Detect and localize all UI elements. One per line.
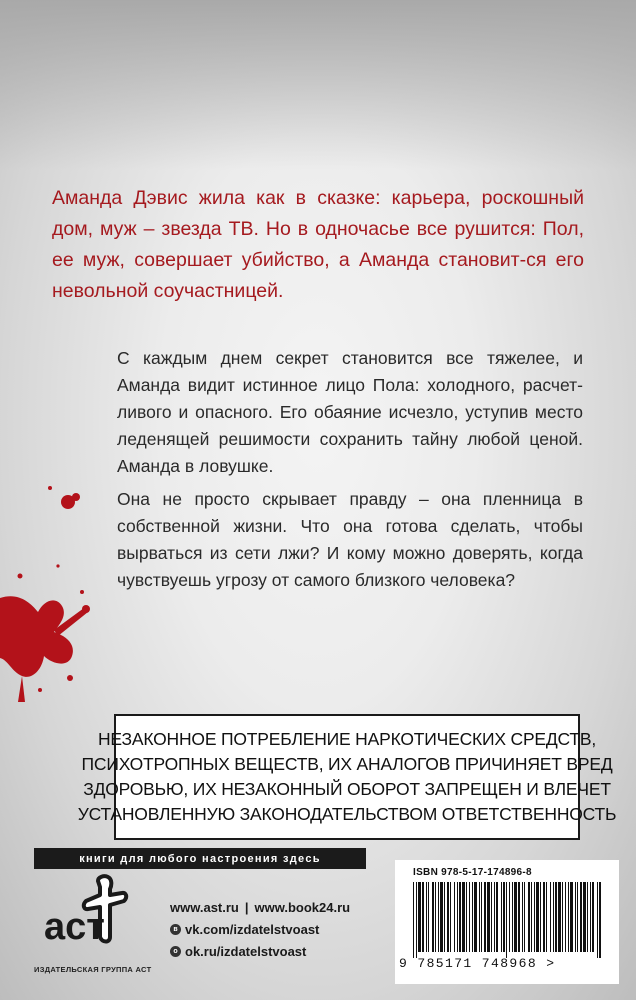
barcode-stripe (555, 882, 557, 952)
barcode-stripe (487, 882, 490, 952)
barcode-stripe (524, 882, 525, 952)
barcode-stripe (583, 882, 586, 952)
barcode-bars (405, 882, 609, 958)
slogan-bar (34, 848, 366, 869)
ok-link[interactable]: ok.ru/izdatelstvoast (185, 943, 307, 959)
barcode-stripe (531, 882, 532, 952)
barcode-stripe (558, 882, 561, 952)
barcode-stripe (587, 882, 588, 952)
barcode-stripe (418, 882, 421, 952)
barcode-stripe (553, 882, 554, 952)
barcode-stripe (568, 882, 569, 952)
barcode-stripe (494, 882, 495, 952)
blood-splatter-graphic (0, 480, 120, 710)
barcode-stripe (457, 882, 458, 952)
barcode-stripe (432, 882, 434, 952)
barcode-stripe (565, 882, 566, 952)
blurb-paragraph-1: С каждым днем секрет становится все тяжелее, и Аманда видит истинное лицо Пола: холодного, расчет-ливого и опасного. Его обаяние исчезло, уступив место леденящей решимости сохранить тайну любой ценой. Аманда в ловушке. (117, 348, 583, 476)
barcode-stripe (501, 882, 502, 952)
barcode-stripe (562, 882, 563, 952)
ean-digits: 9 785171 748968 > (399, 956, 556, 971)
warning-line-3: ЗДОРОВЬЮ, ИХ НЕЗАКОННЫЙ ОБОРОТ ЗАПРЕЩЕН И ВЛЕЧЕТ (83, 779, 611, 799)
barcode-stripe (447, 882, 449, 952)
barcode-stripe (413, 882, 414, 958)
barcode-stripe (426, 882, 427, 952)
blurb-paragraph-2: Она не просто скрывает правду – она пленница в собственной жизни. Что она готова сделать, чтобы вырваться из сети лжи? И кому можно доверять, когда чувствуешь угрозу от самого близкого человека? (117, 489, 583, 590)
barcode-stripe (590, 882, 591, 952)
warning-line-2: ПСИХОТРОПНЫХ ВЕЩЕСТВ, ИХ АНАЛОГОВ ПРИЧИНЯЕТ ВРЕД (81, 754, 613, 774)
website-link-book24[interactable]: www.book24.ru (254, 899, 351, 915)
vk-icon: в (170, 924, 181, 935)
barcode-stripe (479, 882, 480, 952)
website-link-ast[interactable]: www.ast.ru (170, 899, 239, 915)
barcode-stripe (462, 882, 465, 952)
barcode-stripe (575, 882, 576, 952)
logo-text: аст (44, 906, 105, 948)
barcode-stripe (450, 882, 451, 952)
barcode-stripe (580, 882, 582, 952)
barcode-stripe (597, 882, 598, 958)
barcode-stripe (435, 882, 436, 952)
warning-line-1: НЕЗАКОННОЕ ПОТРЕБЛЕНИЕ НАРКОТИЧЕСКИХ СРЕДСТВ, (97, 729, 597, 749)
barcode-stripe (546, 882, 547, 952)
barcode-stripe (570, 882, 573, 952)
vk-row (170, 918, 350, 940)
barcode-panel (395, 860, 619, 984)
publisher-name: ИЗДАТЕЛЬСКАЯ ГРУППА АСТ (34, 965, 152, 974)
slogan-text: книги для любого настроения здесь (79, 852, 321, 865)
barcode-stripe (466, 882, 467, 952)
link-separator: | (244, 899, 249, 915)
barcode-stripe (474, 882, 477, 952)
website-row (170, 896, 350, 918)
barcode-stripe (512, 882, 513, 952)
drug-warning-box (77, 714, 617, 840)
ast-logo (40, 873, 140, 963)
barcode-stripe (491, 882, 492, 952)
vk-link[interactable]: vk.com/izdatelstvoast (185, 921, 320, 937)
barcode-stripe (509, 882, 510, 952)
barcode-stripe (481, 882, 482, 952)
barcode-stripe (522, 882, 523, 952)
barcode-stripe (534, 882, 535, 952)
barcode-stripe (540, 882, 541, 952)
ok-row (170, 940, 350, 962)
barcode-stripe (484, 882, 486, 952)
isbn-text: ISBN 978-5-17-174896-8 (413, 867, 532, 878)
publisher-links (170, 896, 350, 962)
warning-line-4: УСТАНОВЛЕННУЮ ЗАКОНОДАТЕЛЬСТВОМ ОТВЕТСТВЕННОСТЬ (77, 804, 617, 824)
barcode-stripe (422, 882, 424, 952)
top-shading (0, 0, 636, 170)
barcode-stripe (416, 882, 417, 958)
barcode-stripe (440, 882, 443, 952)
barcode-stripe (444, 882, 445, 952)
barcode-stripe (496, 882, 498, 952)
barcode-stripe (528, 882, 530, 952)
barcode-stripe (577, 882, 578, 952)
barcode-stripe (536, 882, 539, 952)
barcode-stripe (543, 882, 545, 952)
barcode-stripe (438, 882, 439, 952)
barcode-stripe (454, 882, 455, 952)
ok-icon: о (170, 946, 181, 957)
barcode-stripe (469, 882, 470, 952)
barcode-stripe (592, 882, 594, 952)
barcode-stripe (459, 882, 461, 952)
barcode-stripe (428, 882, 429, 952)
barcode-stripe (518, 882, 520, 952)
barcode-stripe (599, 882, 601, 958)
intro-paragraph: Аманда Дэвис жила как в сказке: карьера, роскошный дом, муж – звезда ТВ. Но в одночасье все рушится: Пол, ее муж, совершает убийство, а Аманда становит-ся его невольной соучастницей. (52, 187, 584, 302)
barcode-stripe (506, 882, 507, 958)
barcode-stripe (503, 882, 505, 952)
barcode-stripe (514, 882, 517, 952)
barcode-stripe (472, 882, 473, 952)
barcode-stripe (550, 882, 551, 952)
